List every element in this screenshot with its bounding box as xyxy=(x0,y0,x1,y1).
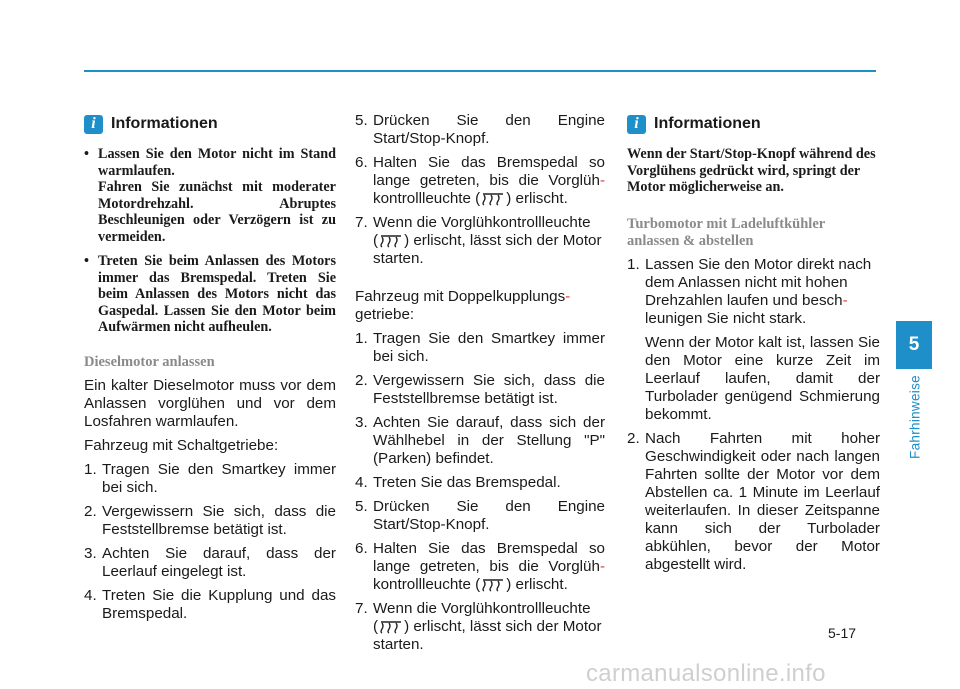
list-item: 1. Tragen Sie den Smartkey immer bei sich. xyxy=(84,460,336,496)
list-item-detail: Wenn der Motor kalt ist, lassen Sie den Motor eine kurze Zeit im Leerlauf laufen, damit der Turbolader genügend Schmierung bekommt. xyxy=(645,333,880,423)
info-bullet xyxy=(84,146,336,245)
info-box-body xyxy=(84,146,336,336)
list-item: 7. Wenn die Vorglühkontrollleuchte ( ) erlischt, lässt sich der Motor starten. xyxy=(355,214,602,267)
paragraph: Ein kalter Dieselmotor muss vor dem Anlassen vorglühen und vor dem Losfahren warmlaufen. xyxy=(84,376,336,430)
list-item: 2. Vergewissern Sie sich, dass die Feststellbremse betätigt ist. xyxy=(355,372,605,407)
list-heading: Fahrzeug mit Doppelkupplungs- getriebe: xyxy=(355,288,571,323)
list-item: 4. Treten Sie das Bremspedal. xyxy=(355,474,561,491)
list-item: 7. Wenn die Vorglühkontrollleuchte ( ) erlischt, lässt sich der Motor starten. xyxy=(355,600,602,653)
hyphen-mark: - xyxy=(599,558,605,575)
list-item: 4. Treten Sie die Kupplung und das Bremspedal. xyxy=(84,586,336,622)
column-left xyxy=(84,112,336,623)
bullet-text: Lassen Sie den Motor nicht im Stand warmlaufen. xyxy=(98,146,336,179)
list-item: 5. Drücken Sie den Engine Start/Stop-Knopf. xyxy=(355,112,605,147)
bullet-detail: Fahren Sie zunächst mit moderater Motordrehzahl. Abruptes Beschleunigen oder Verzögern ist zu vermeiden. xyxy=(98,179,336,245)
hyphen-mark: - xyxy=(565,288,571,305)
glow-plug-indicator-icon xyxy=(379,234,403,248)
bullet-text: Treten Sie beim Anlassen des Motors immer das Bremspedal. Treten Sie beim Anlassen des Motors nicht das Gaspedal. Lassen Sie den Motor beim Aufwärmen nicht aufheulen. xyxy=(98,253,336,335)
section-title: Dieselmotor anlassen xyxy=(84,353,215,370)
hyphen-mark: - xyxy=(599,172,605,189)
bullet-dot: • xyxy=(84,146,89,162)
hyphen-mark: - xyxy=(842,291,848,309)
column-right xyxy=(627,112,880,574)
info-box-header xyxy=(627,112,880,136)
glow-plug-indicator-icon xyxy=(481,578,505,592)
bullet-dot: • xyxy=(84,253,89,269)
info-icon: i xyxy=(84,115,103,134)
info-box-header xyxy=(84,112,336,136)
info-title: Informationen xyxy=(654,115,761,132)
list-item: 2. Nach Fahrten mit hoher Geschwindigkeit oder nach langen Fahrten sollte der Motor vor dem Abstellen ca. 1 Minute im Leerlauf weiterlaufen. In dieser Zeitspanne kann sich der Turbolader abkühlen, bevor der Motor abgestellt wird. xyxy=(627,429,880,573)
info-bullet xyxy=(84,253,336,336)
list-item: 6. Halten Sie das Bremspedal so lange getreten, bis die Vorglüh- kontrollleuchte ( ) erlischt. xyxy=(355,540,605,593)
section-title: Turbomotor mit Ladeluftkühler anlassen & abstellen xyxy=(627,215,825,249)
glow-plug-indicator-icon xyxy=(481,192,505,206)
info-box-body: Wenn der Start/Stop-Knopf während des Vorglühens gedrückt wird, springt der Motor möglicherweise an. xyxy=(627,146,876,195)
list-heading: Fahrzeug mit Schaltgetriebe: xyxy=(84,436,279,454)
list-item: 2. Vergewissern Sie sich, dass die Feststellbremse betätigt ist. xyxy=(84,502,336,538)
chapter-label: Fahrhinweise xyxy=(907,375,923,459)
column-middle xyxy=(355,112,605,654)
chapter-tab: 5 xyxy=(896,321,932,369)
header-rule xyxy=(84,70,876,72)
info-title: Informationen xyxy=(111,115,218,132)
watermark: carmanualsonline.info xyxy=(586,660,826,687)
list-item: 5. Drücken Sie den Engine Start/Stop-Knopf. xyxy=(355,498,605,533)
list-item: 6. Halten Sie das Bremspedal so lange getreten, bis die Vorglüh- kontrollleuchte ( ) erlischt. xyxy=(355,154,605,207)
list-item: 1. Tragen Sie den Smartkey immer bei sich. xyxy=(355,330,605,365)
glow-plug-indicator-icon xyxy=(379,620,403,634)
page-number: 5-17 xyxy=(828,625,857,641)
list-item: 3. Achten Sie darauf, dass der Leerlauf eingelegt ist. xyxy=(84,544,336,580)
list-item: 3. Achten Sie darauf, dass sich der Wählhebel in der Stellung "P" (Parken) befindet. xyxy=(355,414,605,467)
list-item: 1. Lassen Sie den Motor direkt nach dem Anlassen nicht mit hohen Drehzahlen laufen und besch- leunigen Sie nicht stark. xyxy=(627,255,872,327)
info-icon: i xyxy=(627,115,646,134)
